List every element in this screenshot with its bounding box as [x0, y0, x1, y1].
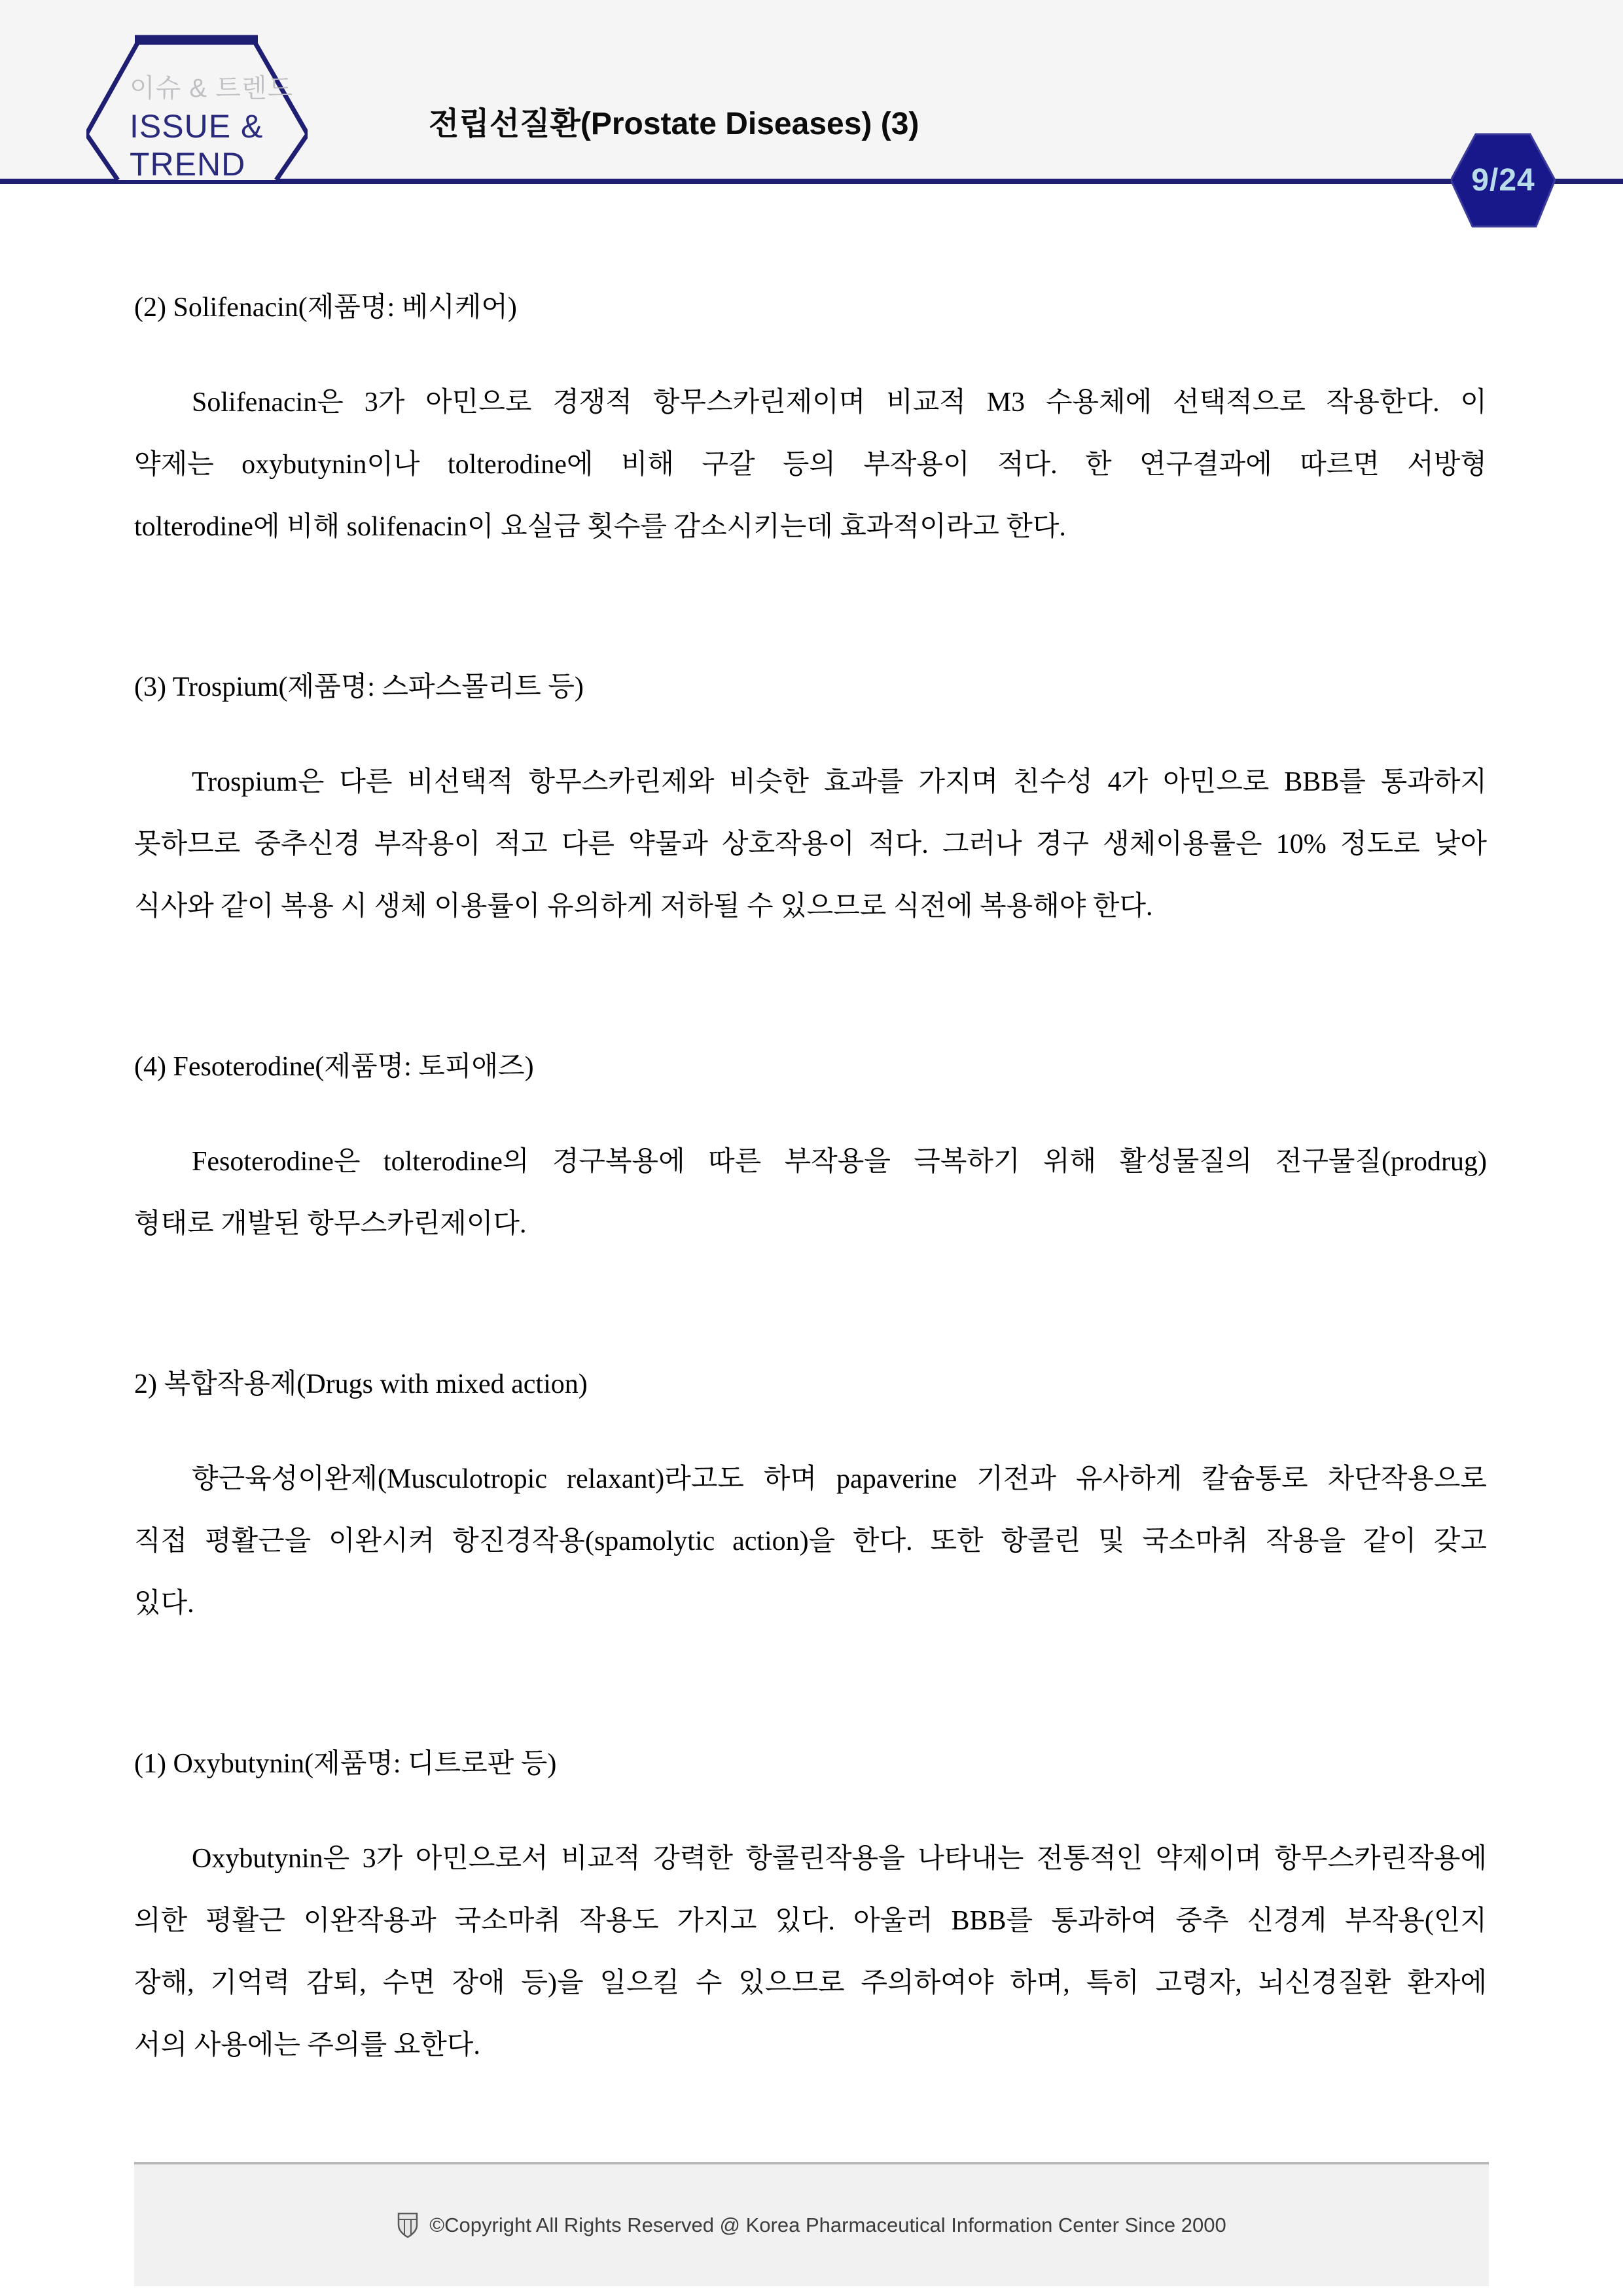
- paragraph-line: 서의 사용에는 주의를 요한다.: [134, 2030, 480, 2060]
- section-heading-1: (2) Solifenacin(제품명: 베시케어): [134, 293, 517, 323]
- section-paragraph-4: [134, 1448, 1487, 1635]
- paragraph-line: Fesoterodine은 tolterodine의 경구복용에 따른 부작용을 극복하기 위해 활성물질의 전구물질(prodrug): [192, 1147, 1487, 1177]
- paragraph-line: Trospium은 다른 비선택적 항무스카린제와 비슷한 효과를 가지며 친수성 4가 아민으로 BBB를 통과하지: [192, 767, 1487, 797]
- paragraph-line: 의한 평활근 이완작용과 국소마취 작용도 가지고 있다. 아울러 BBB를 통과하여 중추 신경계 부작용(인지: [134, 1906, 1487, 1936]
- section-paragraph-1: [134, 372, 1487, 558]
- footer-row: [134, 2212, 1489, 2239]
- issue-trend-badge: [86, 35, 308, 183]
- page-footer: [134, 2162, 1489, 2286]
- section-heading-5: (1) Oxybutynin(제품명: 디트로판 등): [134, 1749, 557, 1779]
- section-paragraph-3: [134, 1131, 1487, 1255]
- section-heading-4: 2) 복합작용제(Drugs with mixed action): [134, 1369, 588, 1399]
- paragraph-line: 있다.: [134, 1588, 194, 1619]
- section-paragraph-5: [134, 1828, 1487, 2077]
- paragraph-line: 못하므로 중추신경 부작용이 적고 다른 약물과 상호작용이 적다. 그러나 경구 생체이용률은 10% 정도로 낮아: [134, 829, 1487, 859]
- document-body: [0, 184, 1623, 2077]
- paragraph-line: 식사와 같이 복용 시 생체 이용률이 유의하게 저하될 수 있으므로 식전에 복용해야 한다.: [134, 891, 1153, 922]
- badge-trend-label: TREND: [130, 146, 246, 183]
- paragraph-line: Oxybutynin은 3가 아민으로서 비교적 강력한 항콜린작용을 나타내는 전통적인 약제이며 항무스카린작용에: [192, 1844, 1487, 1874]
- paragraph-line: Solifenacin은 3가 아민으로 경쟁적 항무스카린제이며 비교적 M3 수용체에 선택적으로 작용한다. 이: [192, 387, 1487, 418]
- paragraph-line: 장해, 기억력 감퇴, 수면 장애 등)을 일으킬 수 있으므로 주의하여야 하며, 특히 고령자, 뇌신경질환 환자에: [134, 1968, 1487, 1998]
- page-number: 9/24: [1471, 163, 1535, 198]
- kpic-shield-icon: [397, 2212, 419, 2239]
- page-number-badge: [1451, 133, 1556, 228]
- badge-korean-label: 이슈 & 트렌드: [130, 74, 294, 103]
- page-title: 전립선질환(Prostate Diseases) (3): [429, 107, 919, 141]
- paragraph-line: 약제는 oxybutynin이나 tolterodine에 비해 구갈 등의 부작용이 적다. 한 연구결과에 따르면 서방형: [134, 450, 1487, 480]
- paragraph-line: 직접 평활근을 이완시켜 항진경작용(spamolytic action)을 한다. 또한 항콜린 및 국소마취 작용을 같이 갖고: [134, 1526, 1487, 1556]
- paragraph-line: 향근육성이완제(Musculotropic relaxant)라고도 하며 papaverine 기전과 유사하게 칼슘통로 차단작용으로: [192, 1464, 1487, 1494]
- paragraph-line: tolterodine에 비해 solifenacin이 요실금 횟수를 감소시키는데 효과적이라고 한다.: [134, 512, 1066, 542]
- badge-issue-label: ISSUE &: [130, 108, 264, 145]
- copyright-text: ©Copyright All Rights Reserved @ Korea Pharmaceutical Information Center Since 2000: [429, 2214, 1226, 2236]
- paragraph-line: 형태로 개발된 항무스카린제이다.: [134, 1209, 527, 1239]
- section-heading-2: (3) Trospium(제품명: 스파스몰리트 등): [134, 672, 584, 702]
- section-paragraph-2: [134, 751, 1487, 938]
- section-heading-3: (4) Fesoterodine(제품명: 토피애즈): [134, 1052, 534, 1082]
